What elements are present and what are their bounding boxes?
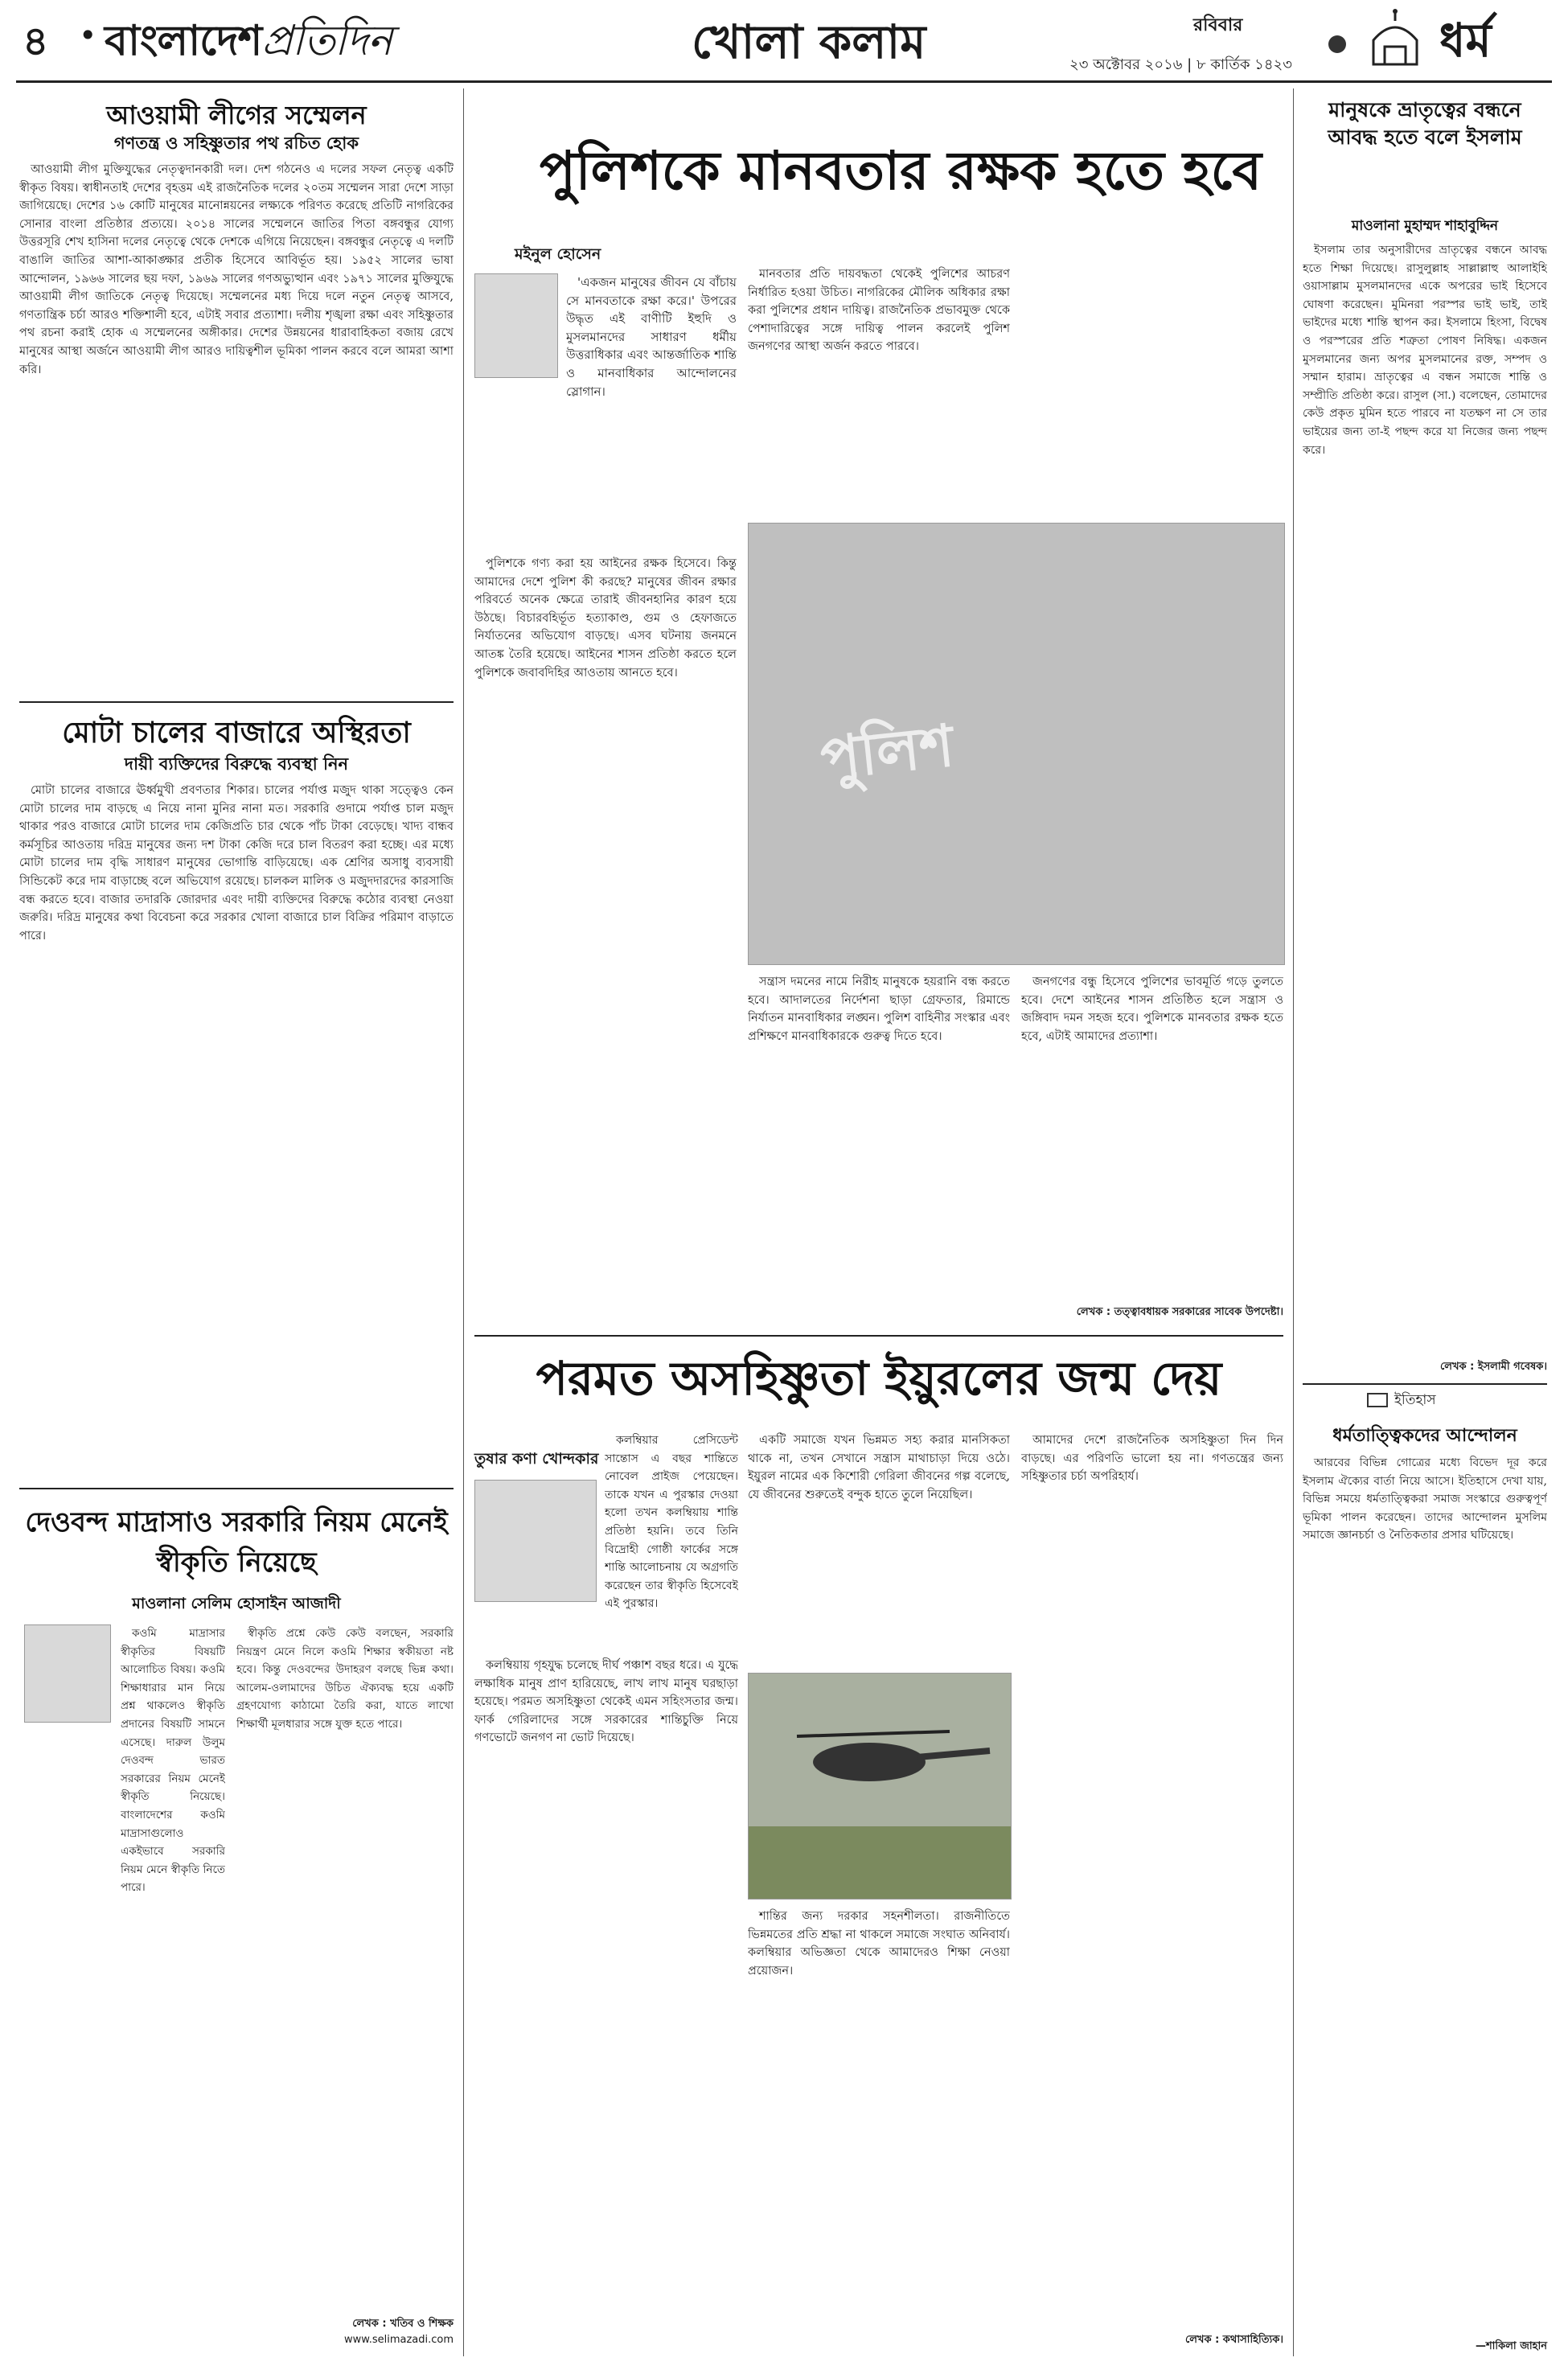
main-article-1-credit: লেখক : তত্ত্বাবধায়ক সরকারের সাবেক উপদেষ্টা। (1076, 1306, 1283, 1318)
main-article-1-title: পুলিশকে মানবতার রক্ষক হতে হবে (540, 140, 1262, 202)
sidebar-article-body (1303, 241, 1547, 1351)
author-photo (474, 1480, 597, 1602)
helicopter-icon (749, 1674, 1011, 1899)
helicopter-photo (748, 1673, 1012, 1900)
main-article-2-title: পরমত অসহিষ্ণুতা ইয়ুরলের জন্ম দেয় (536, 1351, 1222, 1406)
main-article-1-quote (566, 273, 737, 547)
article-quote: 'একজন মানুষের জীবন যে বাঁচায় সে মানবতাকে রক্ষা করে।' উপরের উদ্ধৃত এই বাণীটি ইহুদি ও মুসলমানদের সাধারণ ধর্মীয় উত্তরাধিকার এবং আন্তর্জাতিক শান্তি ও মানবাধিকার আন্দোলনের স্লোগান। (566, 275, 737, 399)
article-paragraph: সন্ত্রাস দমনের নামে নিরীহ মানুষকে হয়রানি বন্ধ করতে হবে। আদালতের নির্দেশনা ছাড়া গ্রেফতার, রিমান্ডে নির্যাতন মানবাধিকার লঙ্ঘন। পুলিশ বাহিনীর সংস্কার এবং প্রশিক্ষণে মানবাধিকারকে গুরুত্ব দিতে হবে। (748, 975, 1010, 1043)
main-article-2-body-col2b (748, 1908, 1010, 2342)
article-3-body-right (236, 1624, 454, 2308)
article-paragraph: শান্তির জন্য দরকার সহনশীলতা। রাজনীতিতে ভিন্নমতের প্রতি শ্রদ্ধা না থাকলে সমাজে সংঘাত অনিবার্য। কলম্বিয়ার অভিজ্ঞতা থেকে আমাদেরও শিক্ষা নেওয়া প্রয়োজন। (748, 1910, 1010, 1978)
main-article-2-body-col1b (474, 1657, 738, 2348)
editorial-1-title: আওয়ামী লীগের সম্মেলন (106, 100, 367, 130)
page-number: ৪ (23, 18, 49, 64)
editorial-2-body (19, 782, 454, 1477)
article-paragraph: পুলিশকে গণ্য করা হয় আইনের রক্ষক হিসেবে। কিন্তু আমাদের দেশে পুলিশ কী করছে? মানুষের জীবন রক্ষার পরিবর্তে অনেক ক্ষেত্রে তারাই জীবনহানির কারণ হয়ে উঠছে। বিচারবহির্ভূত হত্যাকাণ্ড, গুম ও হেফাজতে নির্যাতনের অভিযোগ বাড়ছে। এসব ঘটনায় জনমনে আতঙ্ক তৈরি হয়েছে। আইনের শাসন প্রতিষ্ঠা করতে হলে পুলিশকে জবাবদিহির আওতায় আনতে হবে। (474, 557, 737, 680)
book-icon (1367, 1393, 1388, 1407)
history-article-body (1303, 1454, 1547, 2331)
police-photo-label: পুলিশ (817, 711, 958, 793)
article-paragraph: জনগণের বন্ধু হিসেবে পুলিশের ভাবমূর্তি গড়ে তুলতে হবে। দেশে আইনের শাসন প্রতিষ্ঠিত হলে সন্ত্রাস ও জঙ্গিবাদ দমন সহজ হবে। পুলিশকে মানবতার রক্ষক হতে হবে, এটাই আমাদের প্রত্যাশা। (1021, 975, 1283, 1043)
sidebar-article-author: মাওলানা মুহাম্মদ শাহাবুদ্দিন (1351, 218, 1499, 234)
issue-date: ২৩ অক্টোবর ২০১৬ | ৮ কার্তিক ১৪২৩ (1069, 56, 1292, 73)
article-3-body-left (121, 1624, 225, 2316)
history-label-text: ইতিহাস (1394, 1392, 1436, 1408)
main-article-1-body-col1 (474, 555, 737, 1327)
history-article-credit: —শাকিলা জাহান (1475, 2340, 1547, 2352)
article-paragraph: একটি সমাজে যখন ভিন্নমত সহ্য করার মানসিকতা থাকে না, তখন সেখানে সন্ত্রাস মাথাচাড়া দিয়ে ওঠে। ইয়ুরল নামের এক কিশোরী গেরিলা জীবনের গল্প বলেছে, যে জীবনের শুরুতেই বন্দুক হাতে তুলে নিয়েছিল। (748, 1434, 1010, 1501)
weekday: রবিবার (1193, 15, 1243, 35)
article-paragraph: কলম্বিয়ায় গৃহযুদ্ধ চলেছে দীর্ঘ পঞ্চাশ বছর ধরে। এ যুদ্ধে লক্ষাধিক মানুষ প্রাণ হারিয়েছে, লাখ লাখ মানুষ ঘরছাড়া হয়েছে। পরমত অসহিষ্ণুতা থেকেই এমন সহিংসতার জন্ম। ফার্ক গেরিলাদের সঙ্গে সরকারের শান্তিচুক্তি নিয়ে গণভোটে জনগণ না ভোট দিয়েছে। (474, 1659, 738, 1745)
article-3-title: দেওবন্দ মাদ্রাসাও সরকারি নিয়ম মেনেই স্বীকৃতি নিয়েছে (25, 1506, 448, 1579)
section-title: খোলা কলাম (692, 14, 926, 69)
main-article-1-body-col3 (1021, 973, 1283, 1303)
main-article-2-body-col1 (605, 1431, 738, 1649)
main-article-2-body-col3 (1021, 1431, 1283, 2316)
main-article-1-author: মইনুল হোসেন (515, 245, 601, 263)
religion-section-title: ধর্ম (1439, 13, 1492, 68)
column-divider (463, 88, 464, 2356)
article-3-author: মাওলানা সেলিম হোসাইন আজাদী (132, 1595, 341, 1612)
editorial-2-subtitle: দায়ী ব্যক্তিদের বিরুদ্ধে ব্যবস্থা নিন (124, 754, 349, 774)
section-divider (474, 1335, 1283, 1337)
main-article-1-body-col2 (748, 265, 1010, 507)
article-paragraph: মানবতার প্রতি দায়বদ্ধতা থেকেই পুলিশের আচরণ নির্ধারিত হওয়া উচিত। নাগরিকের মৌলিক অধিকার রক্ষা করা পুলিশের প্রধান দায়িত্ব। রাজনৈতিক প্রভাবমুক্ত থেকে পেশাদারিত্বের সঙ্গে দায়িত্ব পালন করলেই পুলিশ জনগণের আস্থা অর্জন করতে পারবে। (748, 268, 1010, 354)
newspaper-name-main: বাংলাদেশ (105, 17, 262, 65)
main-article-2-credit: লেখক : কথাসাহিত্যিক। (1184, 2334, 1283, 2346)
main-article-2-body-col2 (748, 1431, 1010, 1665)
article-3-url: www.selimazadi.com (343, 2334, 454, 2346)
section-divider (1303, 1383, 1547, 1385)
editorial-2-title: মোটা চালের বাজারে অস্থিরতা (62, 717, 411, 750)
mosque-logo-icon (1367, 8, 1423, 76)
editorial-2-paragraph: মোটা চালের বাজারে ঊর্ধ্বমুখী প্রবণতার শিকার। চালের পর্যাপ্ত মজুদ থাকা সত্ত্বেও কেন মোটা চালের দাম বাড়ছে এ নিয়ে নানা মুনির নানা মত। সরকারি গুদামে পর্যাপ্ত চাল মজুদ থাকার পরও বাজারে মোটা চালের দাম কেজিপ্রতি চার থেকে পাঁচ টাকা বেড়েছে। খাদ্য বান্ধব কর্মসূচির আওতায় দরিদ্র মানুষের জন্য দশ টাকা কেজি দরে চাল বিতরণ করা হচ্ছে। এর মধ্যে মোটা চালের দাম বৃদ্ধি সাধারণ মানুষের ভোগান্তি বাড়িয়েছে। এক শ্রেণির অসাধু ব্যবসায়ী সিন্ডিকেট করে দাম বাড়াচ্ছে বলে অভিযোগ রয়েছে। চালকল মালিক ও মজুদদারদের কারসাজি বন্ধ করতে হবে। বাজার তদারকি জোরদার এবং দায়ী ব্যক্তিদের বিরুদ্ধে কঠোর ব্যবস্থা নেওয়া জরুরি। দরিদ্র মানুষের কথা বিবেচনা করে সরকার খোলা বাজারে চাল বিক্রির পরিমাণ বাড়াতে পারে। (19, 784, 454, 943)
police-photo (748, 523, 1285, 965)
editorial-1-subtitle: গণতন্ত্র ও সহিষ্ণুতার পথ রচিত হোক (113, 133, 359, 153)
circle-bullet-icon (1328, 35, 1346, 53)
masthead-rule (16, 80, 1552, 83)
circle-bullet-icon: • (79, 18, 97, 53)
history-article-title: ধর্মতাত্ত্বিকদের আন্দোলন (1332, 1426, 1517, 1446)
article-3-credit: লেখক : খতিব ও শিক্ষক (352, 2318, 454, 2330)
column-divider (1293, 88, 1294, 2356)
history-label (1367, 1390, 1436, 1412)
main-article-2-author: তুষার কণা খোন্দকার (474, 1450, 599, 1468)
newspaper-name (105, 8, 392, 78)
newspaper-name-suffix: প্রতিদিন (261, 17, 392, 65)
section-divider (19, 1488, 454, 1489)
author-photo (24, 1624, 111, 1723)
article-paragraph: আমাদের দেশে রাজনৈতিক অসহিষ্ণুতা দিন দিন বাড়ছে। এর পরিণতি ভালো হয় না। গণতন্ত্রের জন্য সহিষ্ণুতার চর্চা অপরিহার্য। (1021, 1434, 1283, 1484)
article-3-paragraph: কওমি মাদ্রাসার স্বীকৃতির বিষয়টি আলোচিত বিষয়। কওমি শিক্ষাধারার মান নিয়ে প্রশ্ন থাকলেও স্বীকৃতি প্রদানের বিষয়টি সামনে এসেছে। দারুল উলুম দেওবন্দ ভারত সরকারের নিয়ম মেনেই স্বীকৃতি নিয়েছে। বাংলাদেশের কওমি মাদ্রাসাগুলোও একইভাবে সরকারি নিয়ম মেনে স্বীকৃতি নিতে পারে। (121, 1627, 225, 1895)
section-divider (19, 701, 454, 703)
sidebar-paragraph: ইসলাম তার অনুসারীদের ভ্রাতৃত্বের বন্ধনে আবদ্ধ হতে শিক্ষা দিয়েছে। রাসুলুল্লাহ সাল্লাল্লাহু আলাইহি ওয়াসাল্লাম মুসলমানদের একে অপরের ভাই হিসেবে ঘোষণা করেছেন। মুমিনরা পরস্পর ভাই ভাই, তাই ভাইদের মধ্যে শান্তি স্থাপন কর। ইসলামে হিংসা, বিদ্বেষ ও পরস্পরের প্রতি শত্রুতা পোষণ নিষিদ্ধ। একজন মুসলমানের জন্য অপর মুসলমানের রক্ত, সম্পদ ও সম্মান হারাম। ভ্রাতৃত্বের এ বন্ধন সমাজে শান্তি ও সম্প্রীতি প্রতিষ্ঠা করে। রাসুল (সা.) বলেছেন, তোমাদের কেউ প্রকৃত মুমিন হতে পারবে না যতক্ষণ না সে তার ভাইয়ের জন্য তা-ই পছন্দ করে যা নিজের জন্য পছন্দ করে। (1303, 244, 1547, 457)
article-paragraph: কলম্বিয়ার প্রেসিডেন্ট সান্তোস এ বছর শান্তিতে নোবেল প্রাইজ পেয়েছেন। তাকে যখন এ পুরস্কার দেওয়া হলো তখন কলম্বিয়ায় শান্তি প্রতিষ্ঠা হয়নি। তবে তিনি বিদ্রোহী গোষ্ঠী ফার্কের সঙ্গে শান্তি আলোচনায় যে অগ্রগতি করেছেন তার স্বীকৃতি হিসেবেই এই পুরস্কার। (605, 1434, 738, 1611)
author-photo (474, 273, 558, 378)
main-article-1-body-col2b (748, 973, 1010, 1327)
editorial-1-paragraph: আওয়ামী লীগ মুক্তিযুদ্ধের নেতৃত্বদানকারী দল। দেশ গঠনেও এ দলের সফল নেতৃত্ব একটি স্বীকৃত বিষয়। স্বাধীনতাই দেশের বৃহত্তম এই রাজনৈতিক দলের ২০তম সম্মেলন সারা দেশে সাড়া জাগিয়েছে। দেশের ১৬ কোটি মানুষের মানোন্নয়নের লক্ষ্যকে পরিণত করেছে প্রতিটি নাগরিকের সোনার বাংলা প্রতিষ্ঠার প্রত্যয়ে। ২০১৪ সালের সম্মেলনে জাতির পিতা বঙ্গবন্ধুর যোগ্য উত্তরসূরি শেখ হাসিনা দলের নেতৃত্বে থেকে দেশকে এগিয়ে নিয়েছেন। বঙ্গবন্ধুর নেতৃত্বে এ দলটি বাঙালি জাতির আশা-আকাঙ্ক্ষার প্রতীক হিসেবে আবির্ভূত হয়। ১৯৫২ সালের ভাষা আন্দোলন, ১৯৬৬ সালের ছয় দফা, ১৯৬৯ সালের গণঅভ্যুত্থান এবং ১৯৭১ সালের মুক্তিযুদ্ধে আওয়ামী লীগ জাতিকে নেতৃত্ব দিয়েছে। সম্মেলনের মধ্য দিয়ে দলে নতুন নেতৃত্ব আসবে, গণতান্ত্রিক চর্চা আরও শক্তিশালী হবে, এটাই সবার প্রত্যাশা। দলীয় শৃঙ্খলা রক্ষা এবং সহিষ্ণুতার পথ রচনা করাই হোক এ সম্মেলনের অঙ্গীকার। দেশের উন্নয়নের ধারাবাহিকতা বজায় রেখে মানুষের আস্থা অর্জনে আওয়ামী লীগ আরও দায়িত্বশীল ভূমিকা পালন করবে বলে আমরা আশা করি। (19, 163, 454, 376)
history-paragraph: আরবের বিভিন্ন গোত্রের মধ্যে বিভেদ দূর করে ইসলাম ঐক্যের বার্তা নিয়ে আসে। ইতিহাসে দেখা যায়, বিভিন্ন সময়ে ধর্মতাত্ত্বিকরা সমাজ সংস্কারে গুরুত্বপূর্ণ ভূমিকা পালন করেছেন। তাদের আন্দোলন মুসলিম সমাজে জ্ঞানচর্চা ও নৈতিকতার প্রসার ঘটিয়েছে। (1303, 1456, 1547, 1542)
article-3-paragraph: স্বীকৃতি প্রশ্নে কেউ কেউ বলছেন, সরকারি নিয়ন্ত্রণ মেনে নিলে কওমি শিক্ষার স্বকীয়তা নষ্ট হবে। কিন্তু দেওবন্দের উদাহরণ বলছে ভিন্ন কথা। আলেম-ওলামাদের উচিত ঐক্যবদ্ধ হয়ে একটি গ্রহণযোগ্য কাঠামো তৈরি করা, যাতে লাখো শিক্ষার্থী মূলধারার সঙ্গে যুক্ত হতে পারে। (236, 1627, 454, 1731)
sidebar-article-title: মানুষকে ভ্রাতৃত্বের বন্ধনে আবদ্ধ হতে বলে ইসলাম (1328, 98, 1522, 149)
sidebar-article-credit: লেখক : ইসলামী গবেষক। (1439, 1361, 1547, 1373)
editorial-1-body (19, 161, 454, 692)
